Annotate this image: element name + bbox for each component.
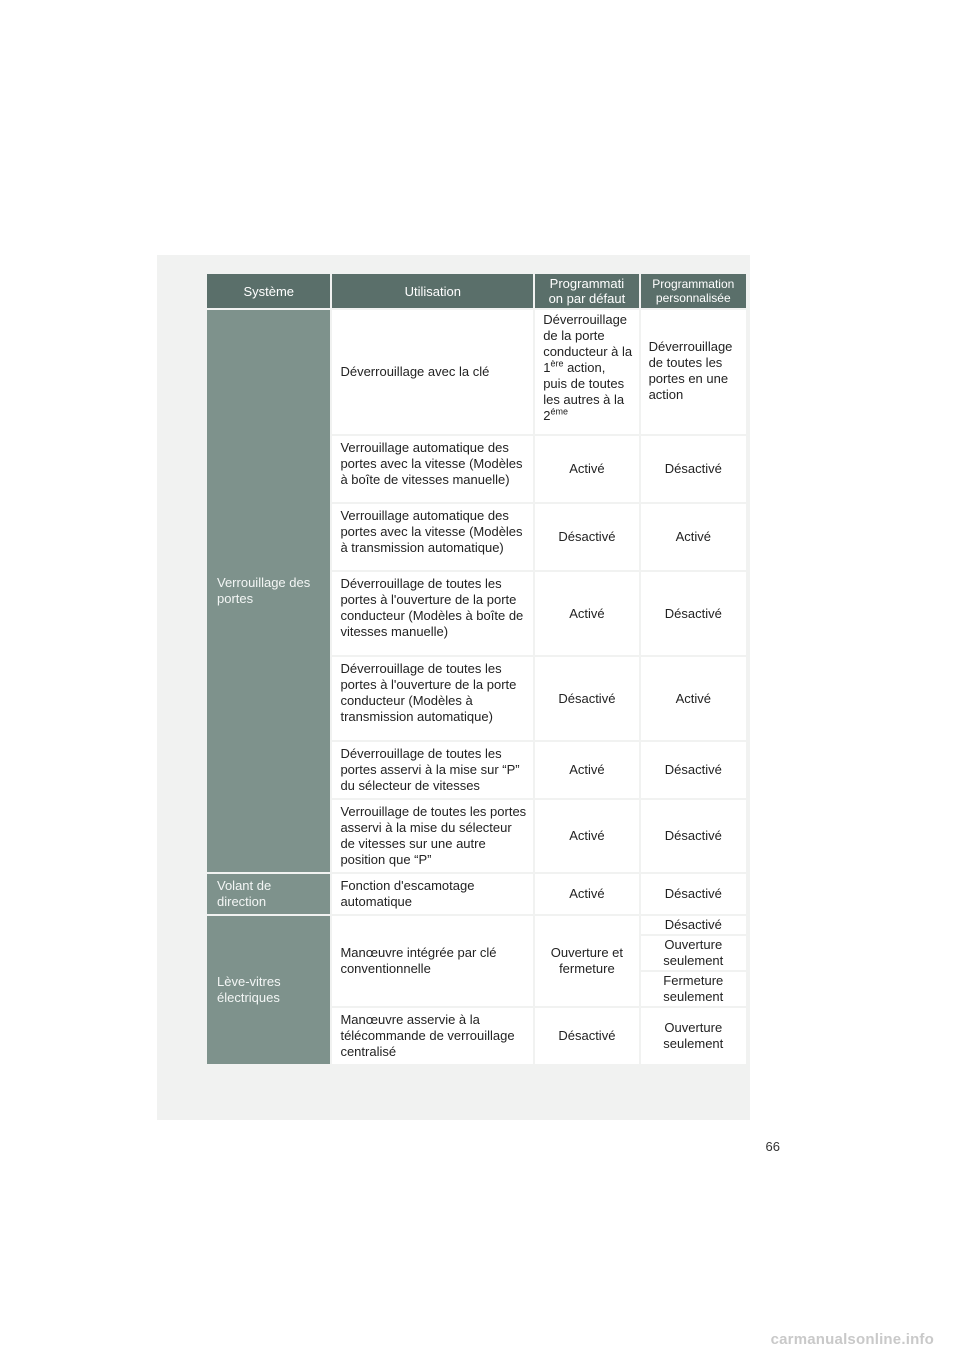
group-steering-wheel: Volant de direction bbox=[207, 874, 330, 914]
operation-cell: Déverrouillage de toutes les portes à l'ouverture de la porte conducteur (Modèles à transmission automatique) bbox=[332, 657, 533, 740]
operation-cell: Manœuvre asservie à la télécommande de verrouillage centralisé bbox=[332, 1008, 533, 1064]
table-header-row bbox=[207, 274, 746, 308]
header-custom: Programmation personnalisée bbox=[641, 274, 746, 308]
header-system: Système bbox=[207, 274, 330, 308]
default-cell: Activé bbox=[535, 742, 638, 798]
operation-cell: Déverrouillage de toutes les portes asservi à la mise sur “P” du sélecteur de vitesses bbox=[332, 742, 533, 798]
custom-cell: Activé bbox=[641, 504, 746, 570]
default-cell: Activé bbox=[535, 572, 638, 655]
custom-cell: Désactivé bbox=[641, 874, 746, 914]
default-cell: Déverrouillage de la porte conducteur à la 1ère action, puis de toutes les autres à la $2^{éme}$ bbox=[535, 310, 638, 434]
operation-cell: Déverrouillage avec la clé bbox=[332, 310, 533, 434]
watermark-text: carmanualsonline.info bbox=[770, 1331, 934, 1348]
custom-cell: Activé bbox=[641, 657, 746, 740]
default-cell: Désactivé bbox=[535, 504, 638, 570]
operation-cell: Verrouillage automatique des portes avec la vitesse (Modèles à boîte de vitesses manuelle) bbox=[332, 436, 533, 502]
custom-option-cell: Fermeture seulement bbox=[641, 972, 746, 1006]
default-cell: Activé bbox=[535, 436, 638, 502]
default-cell: Activé bbox=[535, 800, 638, 872]
customization-table bbox=[205, 272, 748, 1066]
table-row bbox=[207, 310, 746, 434]
table-row bbox=[207, 916, 746, 934]
custom-cell: Désactivé bbox=[641, 800, 746, 872]
header-operation: Utilisation bbox=[332, 274, 533, 308]
group-door-locks: Verrouillage des portes bbox=[207, 310, 330, 872]
header-default: Programmati on par défaut bbox=[535, 274, 638, 308]
default-cell: Activé bbox=[535, 874, 638, 914]
page-number: 66 bbox=[765, 1139, 780, 1154]
custom-cell: Désactivé bbox=[641, 742, 746, 798]
default-cell: Ouverture et fermeture bbox=[535, 916, 638, 1006]
default-cell: Désactivé bbox=[535, 657, 638, 740]
operation-cell: Déverrouillage de toutes les portes à l'ouverture de la porte conducteur (Modèles à boîte de vitesses manuelle) bbox=[332, 572, 533, 655]
custom-option-cell: Désactivé bbox=[641, 916, 746, 934]
custom-cell: Ouverture seulement bbox=[641, 1008, 746, 1064]
custom-cell: Désactivé bbox=[641, 436, 746, 502]
operation-cell: Fonction d'escamotage automatique bbox=[332, 874, 533, 914]
operation-cell: Verrouillage automatique des portes avec la vitesse (Modèles à transmission automatique) bbox=[332, 504, 533, 570]
operation-cell: Manœuvre intégrée par clé conventionnelle bbox=[332, 916, 533, 1006]
operation-cell: Verrouillage de toutes les portes asservi à la mise du sélecteur de vitesses sur une autre position que “P” bbox=[332, 800, 533, 872]
custom-cell: Désactivé bbox=[641, 572, 746, 655]
custom-option-cell: Ouverture seulement bbox=[641, 936, 746, 970]
table-row bbox=[207, 874, 746, 914]
group-power-windows: Lève-vitres électriques bbox=[207, 916, 330, 1064]
custom-cell: Déverrouillage de toutes les portes en une action bbox=[641, 310, 746, 434]
default-cell: Désactivé bbox=[535, 1008, 638, 1064]
